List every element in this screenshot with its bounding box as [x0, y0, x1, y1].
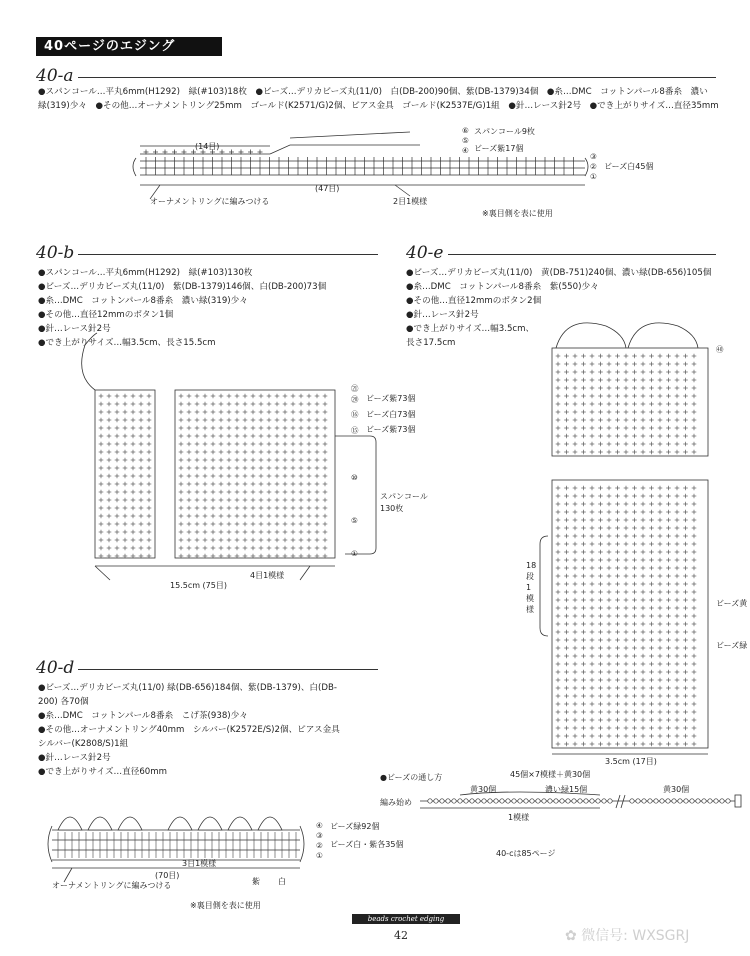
a-ring-note: オーナメントリングに編みつける [150, 197, 270, 206]
watermark: ✿ 微信号: WXSGRJ [565, 928, 690, 944]
e-bead-yellow: ビーズ黄 [716, 599, 748, 608]
a-label-spangle: スパンコール9枚 [474, 127, 535, 136]
a-row1-num: ① [590, 172, 597, 181]
b-row10-num: ⑩ [351, 473, 358, 482]
a-row6-num: ⑥ [462, 126, 469, 135]
a-label-purple: ビーズ紫17個 [474, 144, 524, 153]
b-row20-num: ⑳ [351, 395, 359, 404]
b-row15-num: ⑮ [351, 426, 359, 435]
a-note: ※裏目側を表に使用 [482, 209, 553, 218]
d-label-green: ビーズ緑92個 [330, 822, 380, 831]
a-row2-num: ② [590, 162, 597, 171]
a-count-47: (47目) [315, 184, 340, 193]
section-d-materials: ●ビーズ…デリカビーズ丸(11/0) 緑(DB-656)184個、紫(DB-1379)、白(DB- 200) 各70個 ●糸…DMC コットンパール8番糸 こげ茶(938)少々 ●その他…オーナメントリング40mm シルバー(K2572E/S)2個、ピアス金具 シルバー(K2808/S)1組 ●針…レース針2号 ●でき上がりサイズ…直径60mm [38, 683, 340, 777]
b-row5-num: ⑤ [351, 516, 358, 525]
b-repeat: 4目1模様 [250, 571, 285, 580]
b-label-white: ビーズ白73個 [366, 410, 416, 419]
a-row4-num: ④ [462, 146, 469, 155]
wechat-icon: ✿ [565, 928, 577, 944]
b-label-spangle: スパンコール [380, 492, 428, 501]
a-row3-num: ③ [590, 152, 597, 161]
page-number: 42 [394, 929, 408, 942]
a-row5-num: ⑤ [462, 136, 469, 145]
section-a-label: 40-a [36, 66, 74, 86]
section-e-materials: ●ビーズ…デリカビーズ丸(11/0) 黄(DB-751)240個、濃い緑(DB-656)105個 ●糸…DMC コットンパール8番糸 紫(550)少々 ●その他…直径12mmのボタン2個 ●針…レース針2号 ●でき上がりサイズ…幅3.5cm、 長さ17.5cm [406, 268, 712, 348]
d-label-white-purple: ビーズ白・紫各35個 [330, 840, 404, 849]
a-repeat: 2目1模様 [393, 197, 428, 206]
e-repeat-side: 18段1模様 [526, 561, 537, 614]
d-row3-num: ③ [316, 831, 323, 840]
e-threading-title: ●ビーズの通し方 [380, 773, 443, 782]
footer-bar: beads crochet edging [352, 914, 460, 924]
d-ring-note: オーナメントリングに編みつける [52, 881, 172, 890]
e-row40-num: ㊵ [716, 345, 724, 354]
section-b-materials: ●スパンコール…平丸6mm(H1292) 緑(#103)130枚 ●ビーズ…デリカビーズ丸(11/0) 紫(DB-1379)146個、白(DB-200)73個 ●糸…DMC コットンパール8番糸 濃い緑(319)少々 ●その他…直径12mmのボタン1個 ●針…レース針2号 ●でき上がりサイズ…幅3.5cm、長さ15.5cm [38, 268, 327, 348]
d-row4-num: ④ [316, 821, 323, 830]
e-threading-green: 濃い緑15個 [545, 785, 588, 794]
d-count-70: (70目) [155, 871, 180, 880]
a-count-14: (14目) [195, 142, 220, 151]
a-label-white: ビーズ白45個 [604, 162, 654, 171]
b-row16-num: ⑯ [351, 410, 359, 419]
section-e-label: 40-e [406, 243, 444, 263]
d-label-white: 白 [278, 877, 286, 886]
b-label-purple-2: ビーズ紫73個 [366, 425, 416, 434]
e-threading-repeat: 1模様 [508, 813, 530, 822]
e-threading-total: 45個×7模様＋黄30個 [510, 770, 591, 779]
b-label-spangle-count: 130枚 [380, 504, 404, 513]
d-repeat: 3目1模様 [182, 859, 217, 868]
b-row1-num: ① [351, 549, 358, 558]
b-width: 15.5cm (75目) [170, 581, 227, 590]
b-row21-num: ㉑ [351, 384, 359, 393]
b-label-purple-1: ビーズ紫73個 [366, 394, 416, 403]
d-label-purple: 紫 [252, 877, 260, 886]
section-b-label: 40-b [36, 243, 75, 263]
e-threading-yellow-1: 黄30個 [470, 785, 497, 794]
section-a-materials: ●スパンコール…平丸6mm(H1292) 緑(#103)18枚 ●ビーズ…デリカビーズ丸(11/0) 白(DB-200)90個、紫(DB-1379)34個 ●糸…DMC コットンパール8番糸 濃い 緑(319)少々 ●その他…オーナメントリング25mm ゴールド(K2571/G)2個、ピアス金具 ゴールド(K2537E/G)1組 ●針…レース針2号 ●でき上がりサイズ…直径35mm [38, 87, 719, 111]
e-threading-yellow-2: 黄30個 [663, 785, 690, 794]
d-note: ※裏目側を表に使用 [190, 901, 261, 910]
section-d-label: 40-d [36, 658, 75, 678]
e-threading-start: 編み始め [380, 798, 412, 807]
e-width: 3.5cm (17目) [605, 757, 657, 766]
e-bead-green: ビーズ緑 [716, 641, 748, 650]
ref-40c: 40-cは85ページ [496, 849, 556, 858]
d-row1-num: ① [316, 851, 323, 860]
page-title: 40ページのエジング [36, 37, 222, 56]
d-row2-num: ② [316, 841, 323, 850]
